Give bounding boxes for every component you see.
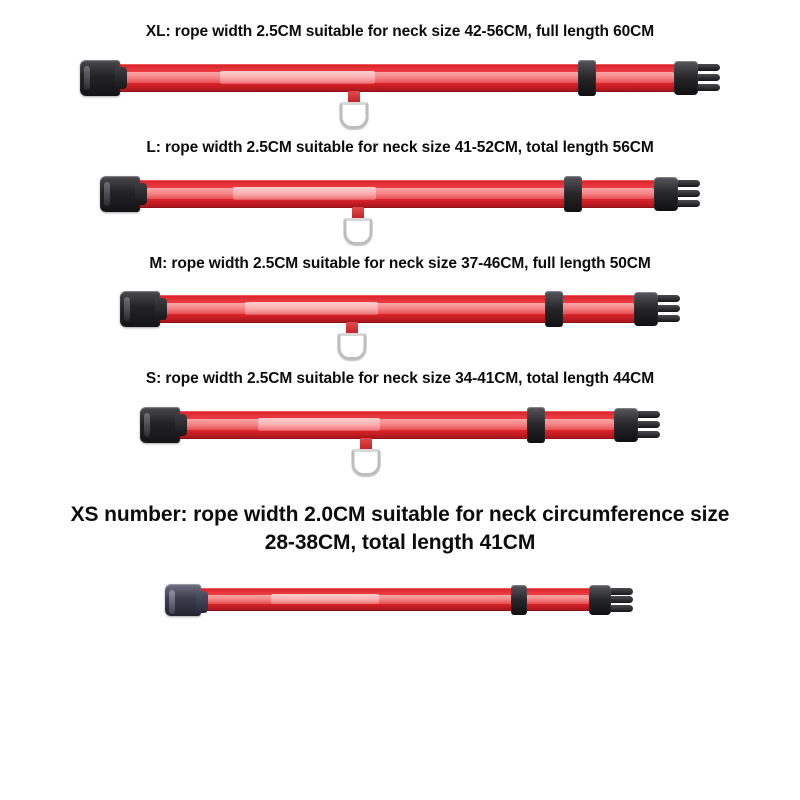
clip-icon: [654, 177, 700, 211]
collar-row-xs: [0, 483, 800, 658]
size-caption-xs: XS number: rope width 2.0CM suitable for neck circumference size 28-38CM, total length 41CM: [70, 503, 730, 554]
reflective-strip: [271, 594, 380, 604]
reflective-strip: [233, 187, 377, 200]
collar-strap: [201, 588, 589, 611]
slider-buckle-icon: [511, 585, 527, 615]
d-ring-icon: [342, 91, 366, 125]
collar-row-m: [0, 252, 800, 368]
d-ring-icon: [340, 322, 364, 356]
size-caption-xl: XL: rope width 2.5CM suitable for neck size 42-56CM, full length 60CM: [145, 23, 655, 40]
clip-body: [654, 177, 678, 211]
clip-icon: [674, 61, 720, 95]
buckle-icon: [100, 176, 140, 212]
d-ring-loop: [343, 218, 372, 245]
size-caption-l: L: rope width 2.5CM suitable for neck size 41-52CM, total length 56CM: [146, 138, 654, 156]
clip-prongs: [658, 294, 680, 324]
collar-strap: [140, 180, 654, 208]
d-ring-icon: [346, 207, 370, 241]
collar-strap: [120, 64, 674, 92]
collar-image-xs: [0, 568, 800, 658]
clip-icon: [589, 585, 635, 615]
buckle-icon: [80, 60, 120, 96]
d-ring-loop: [351, 449, 380, 476]
buckle-icon: [120, 291, 160, 327]
d-ring-icon: [354, 438, 378, 472]
collar-image-xl: [0, 46, 800, 136]
collar-row-xl: [0, 0, 800, 136]
d-ring-loop: [339, 102, 368, 129]
clip-body: [674, 61, 698, 95]
d-ring-loop: [338, 333, 367, 360]
slider-buckle-icon: [527, 407, 545, 443]
reflective-strip: [220, 71, 375, 84]
clip-body: [589, 585, 611, 615]
clip-icon: [634, 292, 680, 326]
clip-body: [614, 408, 638, 442]
collar-row-s: [0, 367, 800, 483]
reflective-strip: [258, 418, 380, 431]
clip-prongs: [611, 587, 633, 613]
collar-image-l: [0, 162, 800, 252]
size-caption-s: S: rope width 2.5CM suitable for neck size 34-41CM, total length 44CM: [145, 370, 655, 388]
slider-buckle-icon: [564, 176, 582, 212]
clip-prongs: [678, 179, 700, 209]
reflective-strip: [245, 302, 378, 315]
clip-icon: [614, 408, 660, 442]
collar-strap: [180, 411, 614, 439]
collar-row-l: [0, 136, 800, 252]
clip-body: [634, 292, 658, 326]
slider-buckle-icon: [545, 291, 563, 327]
size-caption-m: M: rope width 2.5CM suitable for neck size 37-46CM, full length 50CM: [149, 254, 651, 272]
collar-image-m: [0, 277, 800, 367]
clip-prongs: [698, 63, 720, 93]
buckle-icon: [140, 407, 180, 443]
collar-strap: [160, 295, 634, 323]
slider-buckle-icon: [578, 60, 596, 96]
buckle-icon: [165, 584, 201, 616]
collar-image-s: [0, 393, 800, 483]
clip-prongs: [638, 410, 660, 440]
